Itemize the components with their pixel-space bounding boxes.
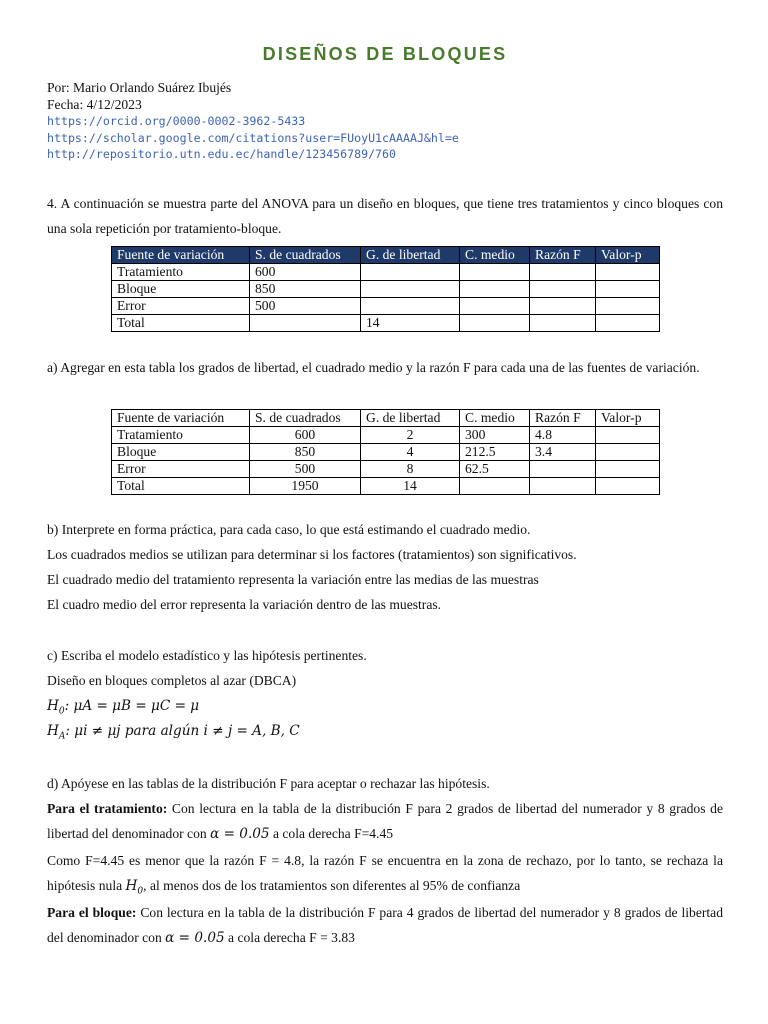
block-paragraph: [47, 900, 723, 951]
block-text-2: a cola derecha F = 3.83: [224, 930, 355, 945]
part-d-question: d) Apóyese en las tablas de la distribución F para aceptar o rechazar las hipótesis.: [47, 776, 490, 791]
table-cell: 2: [361, 427, 460, 444]
header-cell: Valor-p: [596, 410, 660, 427]
part-b-question: b) Interprete en forma práctica, para cada caso, lo que está estimando el cuadrado medio.: [47, 522, 531, 537]
treatment-text-1: Con lectura en la tabla de la distribución F para 2 grados de libertad del numerador y 8 grados de libertad del denominador con: [47, 801, 723, 841]
table-cell: Tratamiento: [112, 264, 250, 281]
table-cell: 62.5: [460, 461, 530, 478]
table-cell: [596, 427, 660, 444]
table-cell: 212.5: [460, 444, 530, 461]
conclusion-h0: [125, 878, 144, 897]
treatment-paragraph: [47, 796, 723, 847]
table-cell: [460, 281, 530, 298]
table-cell: [596, 264, 660, 281]
alternative-hypothesis: [47, 722, 300, 746]
part-b-answer-3: El cuadro medio del error representa la variación dentro de las muestras.: [47, 597, 442, 612]
table-cell: 4: [361, 444, 460, 461]
table-cell: [530, 478, 596, 495]
table-cell: [530, 281, 596, 298]
h0-sub: 0: [58, 706, 65, 717]
model-name: Diseño en bloques completos al azar (DBCA): [47, 673, 297, 688]
block-alpha: α = 0.05: [165, 930, 225, 946]
table-cell: [530, 461, 596, 478]
ha-label: H: [47, 723, 59, 739]
table-cell: [596, 444, 660, 461]
table-cell: Bloque: [112, 444, 250, 461]
table-cell: [361, 298, 460, 315]
header-cell: G. de libertad: [361, 247, 460, 264]
repository-link[interactable]: http://repositorio.utn.edu.ec/handle/123456789/760: [47, 147, 397, 161]
table-cell: Error: [112, 298, 250, 315]
table-cell: Total: [112, 315, 250, 332]
h0-label: H: [47, 698, 59, 714]
table-cell: [361, 281, 460, 298]
ha-text: : μi ≠ μj para algún i ≠ j = A, B, C: [65, 723, 300, 739]
table-cell: 8: [361, 461, 460, 478]
table-cell: 600: [250, 427, 361, 444]
table-cell: [530, 298, 596, 315]
date-line: Fecha: 4/12/2023: [47, 96, 142, 112]
table-cell: [460, 264, 530, 281]
table-cell: 500: [250, 298, 361, 315]
part-a: a) Agregar en esta tabla los grados de libertad, el cuadrado medio y la razón F para cada una de las fuentes de variación.: [47, 360, 700, 375]
table-row: [112, 298, 660, 315]
table-cell: 300: [460, 427, 530, 444]
table-cell: [460, 478, 530, 495]
header-cell: G. de libertad: [361, 410, 460, 427]
table-cell: [361, 264, 460, 281]
table-cell: [596, 315, 660, 332]
ha-sub: A: [58, 731, 66, 742]
table-cell: [596, 298, 660, 315]
table-cell: [460, 298, 530, 315]
table-row: [112, 315, 660, 332]
table-cell: 850: [250, 281, 361, 298]
table-cell: [460, 315, 530, 332]
anova-table-completed: [111, 409, 660, 495]
header-cell: Valor-p: [596, 247, 660, 264]
part-b-answer-2: El cuadrado medio del tratamiento representa la variación entre las medias de las muestras: [47, 572, 539, 587]
question-4: 4. A continuación se muestra parte del ANOVA para un diseño en bloques, que tiene tres tratamientos y cinco bloques con una sola repetición por tratamiento-bloque.: [47, 196, 723, 236]
orcid-link[interactable]: https://orcid.org/0000-0002-3962-5433: [47, 114, 306, 128]
treatment-alpha: α = 0.05: [210, 826, 270, 842]
table-cell: 1950: [250, 478, 361, 495]
author-line: Por: Mario Orlando Suárez Ibujés: [47, 80, 232, 95]
h0-text: : μA = μB = μC = μ: [64, 698, 200, 714]
table-cell: [596, 478, 660, 495]
conclusion-h0-label: H: [125, 878, 138, 894]
table-cell: [596, 461, 660, 478]
block-label: Para el bloque:: [47, 905, 137, 920]
scholar-link[interactable]: https://scholar.google.com/citations?user=FUoyU1cAAAAJ&hl=e: [47, 130, 459, 145]
table-cell: [530, 264, 596, 281]
table-row: [112, 461, 660, 478]
table-cell: [530, 315, 596, 332]
header-cell: Razón F: [530, 410, 596, 427]
table-cell: 4.8: [530, 427, 596, 444]
table-cell: 600: [250, 264, 361, 281]
table-cell: 14: [361, 478, 460, 495]
header-cell: Fuente de variación: [112, 410, 250, 427]
treatment-conclusion: [47, 848, 723, 905]
anova-table-initial: [111, 246, 660, 332]
table-cell: Bloque: [112, 281, 250, 298]
table-row: [112, 478, 660, 495]
treatment-label: Para el tratamiento:: [47, 801, 168, 816]
table-cell: 850: [250, 444, 361, 461]
table-cell: [250, 315, 361, 332]
document-title: DISEÑOS DE BLOQUES: [262, 44, 508, 64]
table-header-row: [112, 247, 660, 264]
conclusion-text-2: , al menos dos de los tratamientos son diferentes al 95% de confianza: [143, 878, 521, 893]
table-cell: Tratamiento: [112, 427, 250, 444]
treatment-text-2: a cola derecha F=4.45: [269, 826, 394, 841]
table-cell: Total: [112, 478, 250, 495]
header-cell: C. medio: [460, 410, 530, 427]
header-cell: Razón F: [530, 247, 596, 264]
table-row: [112, 281, 660, 298]
header-cell: C. medio: [460, 247, 530, 264]
table-cell: [596, 281, 660, 298]
table-cell: Error: [112, 461, 250, 478]
header-cell: S. de cuadrados: [250, 410, 361, 427]
table-cell: 3.4: [530, 444, 596, 461]
conclusion-text-1: Como F=4.45 es menor que la razón F = 4.8, la razón F se encuentra en la zona de rechazo, por lo tanto, se rechaza la hipótesis nula: [47, 853, 723, 893]
block-text-1: Con lectura en la tabla de la distribución F para 4 grados de libertad del numerador y 8 grados de libertad del denominador con: [47, 905, 723, 945]
header-cell: Fuente de variación: [112, 247, 250, 264]
table-row: [112, 427, 660, 444]
table-row: [112, 444, 660, 461]
author-block: [47, 80, 459, 163]
part-c-question: c) Escriba el modelo estadístico y las hipótesis pertinentes.: [47, 648, 367, 663]
conclusion-h0-sub: 0: [137, 886, 144, 897]
header-cell: S. de cuadrados: [250, 247, 361, 264]
null-hypothesis: [47, 697, 199, 721]
table-row: [112, 264, 660, 281]
table-cell: 14: [361, 315, 460, 332]
table-cell: 500: [250, 461, 361, 478]
part-b-answer-1: Los cuadrados medios se utilizan para determinar si los factores (tratamientos) son significativos.: [47, 547, 577, 562]
table-header-row: [112, 410, 660, 427]
